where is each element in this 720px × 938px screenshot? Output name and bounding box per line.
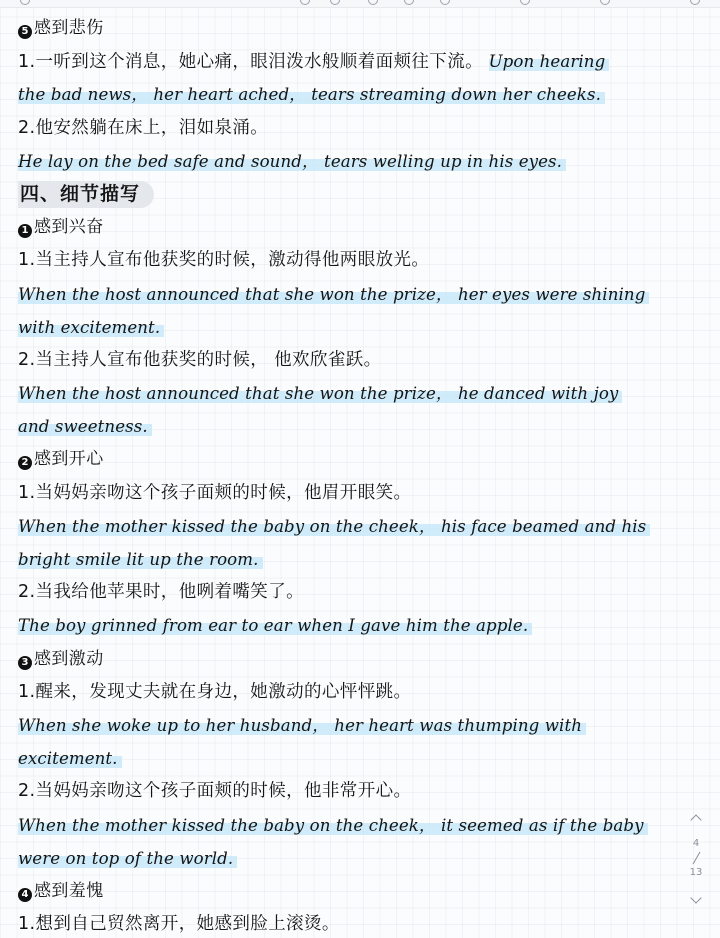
circled-number-1: 1 — [18, 224, 32, 238]
sub2-cn-1: 1.当妈妈亲吻这个孩子面颊的时候，他眉开眼笑。 — [18, 482, 412, 503]
sub1-en-1a: When the host announced that she won the prize， her eyes were shining — [18, 278, 702, 311]
note-page — [18, 12, 702, 938]
toolbar-more-icon[interactable] — [690, 0, 700, 5]
toolbar-shape-icon[interactable] — [440, 0, 450, 5]
sub3-en-1a: When she woke up to her husband， her heart was thumping with — [18, 709, 702, 742]
sub3-en-1b: excitement. — [18, 742, 702, 775]
sub4-cn-1: 1.想到自己贸然离开，她感到脸上滚烫。 — [18, 914, 340, 935]
toolbar-back-icon[interactable] — [20, 0, 30, 5]
toolbar-pen-icon[interactable] — [300, 0, 310, 5]
current-page: 4 — [692, 838, 700, 849]
page-up-icon[interactable] — [690, 814, 701, 825]
circled-number-3: 3 — [18, 656, 32, 670]
toolbar-eraser-icon[interactable] — [368, 0, 378, 5]
section-5-title: 5 感到悲伤 — [18, 12, 702, 45]
circled-number-4: 4 — [18, 888, 32, 902]
sub3-en-2a: When the mother kissed the baby on the cheek， it seemed as if the baby — [18, 809, 702, 842]
sub2-cn-2: 2.当我给他苹果时，他咧着嘴笑了。 — [18, 582, 304, 603]
s5-cn-line-1: 1.一听到这个消息，她心痛，眼泪泼水般顺着面颊往下流。 Upon hearing — [18, 45, 702, 78]
sub3-cn-1: 1.醒来，发现丈夫就在身边，她激动的心怦怦跳。 — [18, 681, 412, 702]
sub-1-title: 1 感到兴奋 — [18, 211, 702, 244]
total-pages: 13 — [689, 867, 703, 878]
sub-4-title: 4 感到羞愧 — [18, 875, 702, 908]
page-separator — [692, 852, 700, 865]
heading-detail-description: 四、细节描写 — [18, 178, 702, 211]
page-indicator — [686, 808, 706, 902]
toolbar-lasso-icon[interactable] — [330, 0, 340, 5]
toolbar-highlighter-icon[interactable] — [404, 0, 414, 5]
sub3-cn-2: 2.当妈妈亲吻这个孩子面颊的时候，他非常开心。 — [18, 781, 412, 802]
sub2-en-1a: When the mother kissed the baby on the cheek， his face beamed and his — [18, 510, 702, 543]
toolbar-tool-icon[interactable] — [520, 0, 530, 5]
sub3-en-2b: were on top of the world. — [18, 842, 702, 875]
sub1-en-2a: When the host announced that she won the prize， he danced with joy — [18, 377, 702, 410]
s5-cn-line-2: 2.他安然躺在床上，泪如泉涌。 — [18, 117, 269, 138]
s5-en-line-1: the bad news， her heart ached， tears streaming down her cheeks. — [18, 78, 702, 111]
toolbar-share-icon[interactable] — [600, 0, 610, 5]
s5-en-line-2: He lay on the bed safe and sound， tears welling up in his eyes. — [18, 145, 702, 178]
top-toolbar — [0, 0, 720, 8]
sub-2-title: 2 感到开心 — [18, 443, 702, 476]
s5-en-inline: Upon hearing — [489, 52, 610, 71]
sub1-en-2b: and sweetness. — [18, 410, 702, 443]
sub2-en-1b: bright smile lit up the room. — [18, 543, 702, 576]
sub-3-title: 3 感到激动 — [18, 643, 702, 676]
sub1-en-1b: with excitement. — [18, 311, 702, 344]
circled-number-2: 2 — [18, 456, 32, 470]
page-down-icon[interactable] — [690, 892, 701, 903]
sub1-cn-1: 1.当主持人宣布他获奖的时候，激动得他两眼放光。 — [18, 250, 430, 271]
circled-number-5: 5 — [18, 25, 32, 39]
sub2-en-2: The boy grinned from ear to ear when I gave him the apple. — [18, 609, 702, 642]
sub1-cn-2: 2.当主持人宣布他获奖的时候， 他欢欣雀跃。 — [18, 349, 382, 370]
